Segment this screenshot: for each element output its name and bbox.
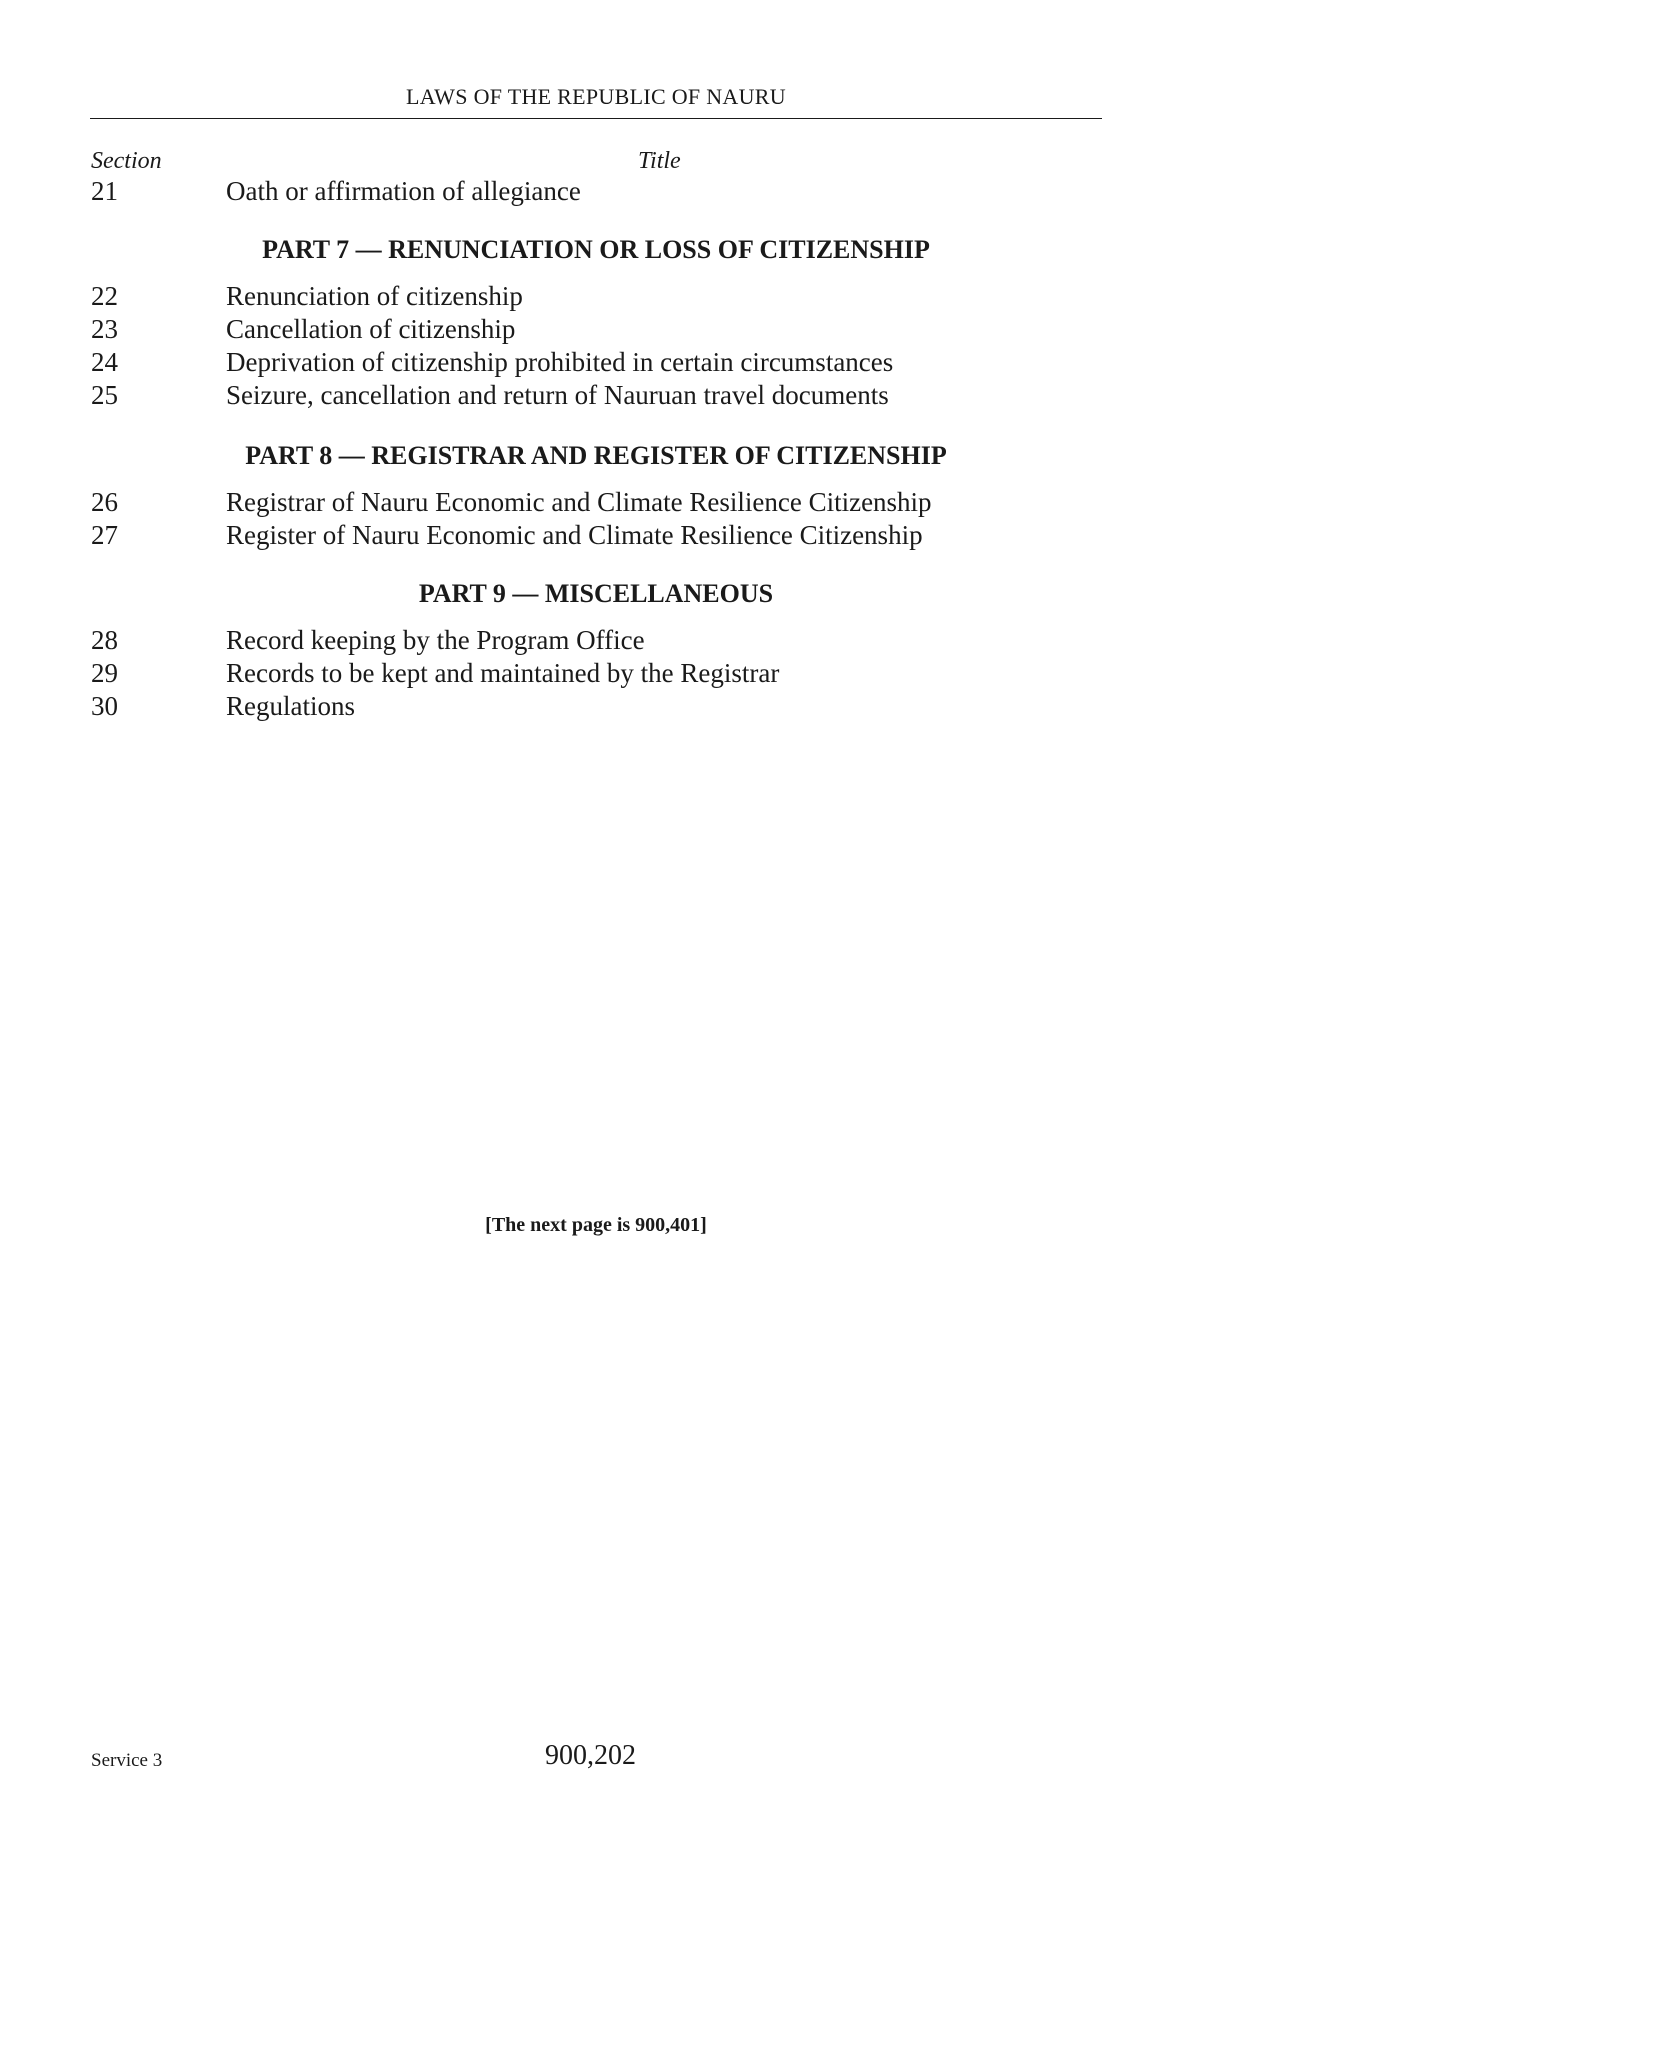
section-number: 24 <box>91 347 118 377</box>
section-number: 25 <box>91 380 118 410</box>
toc-entry <box>0 487 1653 521</box>
toc-entry <box>0 314 1653 348</box>
toc-entry <box>0 380 1653 414</box>
page-number: 900,202 <box>545 1740 636 1771</box>
section-title: Seizure, cancellation and return of Nauruan travel documents <box>226 380 889 410</box>
section-title: Deprivation of citizenship prohibited in certain circumstances <box>226 347 894 377</box>
section-number: 27 <box>91 520 118 550</box>
toc-entry <box>0 691 1653 725</box>
next-page-note: [The next page is 900,401] <box>485 1214 707 1236</box>
section-number: 21 <box>91 176 118 206</box>
section-number: 26 <box>91 487 118 517</box>
running-head: LAWS OF THE REPUBLIC OF NAURU <box>406 84 786 109</box>
section-column-label: Section <box>91 148 162 174</box>
section-title: Cancellation of citizenship <box>226 314 516 344</box>
section-title: Oath or affirmation of allegiance <box>226 176 581 206</box>
part-heading: PART 8 — REGISTRAR AND REGISTER OF CITIZENSHIP <box>245 441 947 470</box>
section-number: 30 <box>91 691 118 721</box>
section-number: 23 <box>91 314 118 344</box>
section-title: Records to be kept and maintained by the Registrar <box>226 658 780 688</box>
toc-entry <box>0 176 1653 210</box>
section-number: 28 <box>91 625 118 655</box>
section-title: Regulations <box>226 691 355 721</box>
section-title: Record keeping by the Program Office <box>226 625 645 655</box>
title-column-label: Title <box>638 148 681 174</box>
part-heading: PART 7 — RENUNCIATION OR LOSS OF CITIZENSHIP <box>262 235 930 264</box>
header-rule <box>90 118 1102 119</box>
service-label: Service 3 <box>91 1750 163 1771</box>
toc-entry <box>0 658 1653 692</box>
toc-entry <box>0 625 1653 659</box>
section-number: 29 <box>91 658 118 688</box>
toc-entry <box>0 347 1653 381</box>
toc-entry <box>0 520 1653 554</box>
part-heading: PART 9 — MISCELLANEOUS <box>418 579 774 608</box>
section-number: 22 <box>91 281 118 311</box>
section-title: Renunciation of citizenship <box>226 281 523 311</box>
section-title: Registrar of Nauru Economic and Climate Resilience Citizenship <box>226 487 932 517</box>
toc-entry <box>0 281 1653 315</box>
section-title: Register of Nauru Economic and Climate Resilience Citizenship <box>226 520 923 550</box>
